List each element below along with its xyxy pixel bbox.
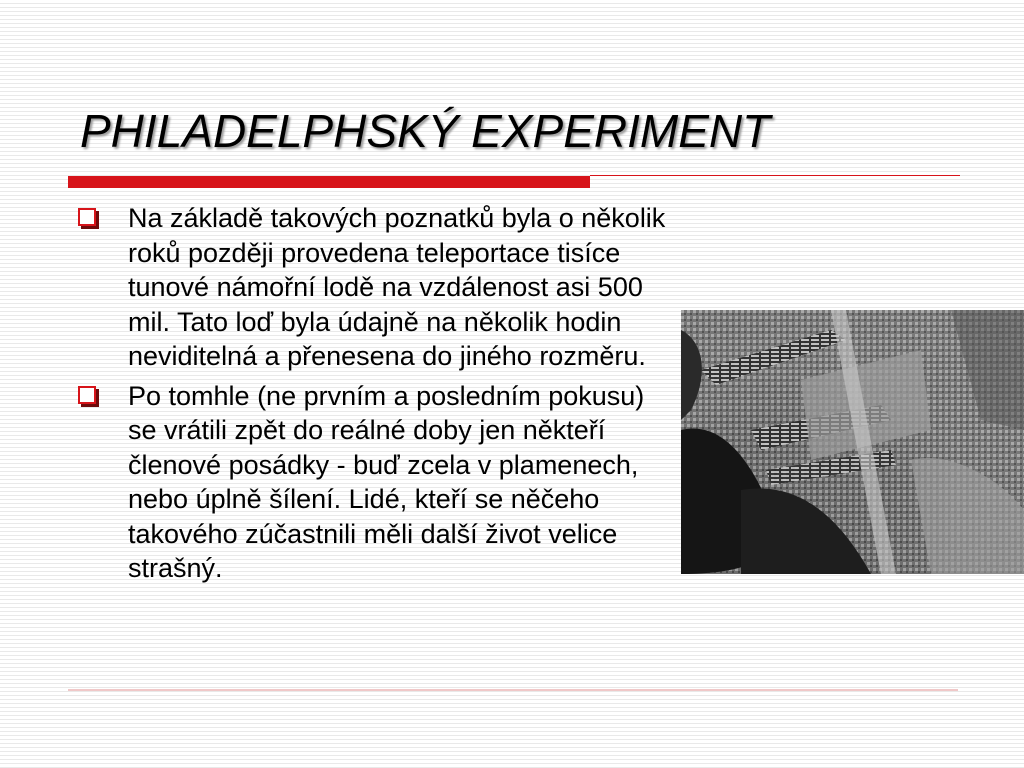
title-underline-bar [68,176,590,188]
bullet-text: Po tomhle (ne prvním a posledním pokusu) se vrátili zpět do reálné doby jen někteří členové posádky - buď zcela v plamenech, nebo úplně šílení. Lidé, kteří se něčeho takového zúčastnili měli další život velice strašný. [128,380,645,583]
bullet-list [74,201,674,591]
title-underline-thin [590,175,960,176]
bullet-item [74,201,674,374]
aerial-shipyard-image [681,310,1024,574]
bullet-item [74,379,674,586]
footer-divider [68,689,958,691]
bullet-text: Na základě takových poznatků byla o několik roků později provedena teleportace tisíce tunové námořní lodě na vzdálenost asi 500 mil. Tato loď byla údajně na několik hodin neviditelná a přenesena do jiného rozměru. [128,203,666,371]
aerial-shipyard-photo [681,310,1024,574]
square-bullet-icon [78,208,96,226]
slide-title: PHILADELPHSKÝ EXPERIMENT [80,105,771,157]
square-bullet-icon [78,386,96,404]
